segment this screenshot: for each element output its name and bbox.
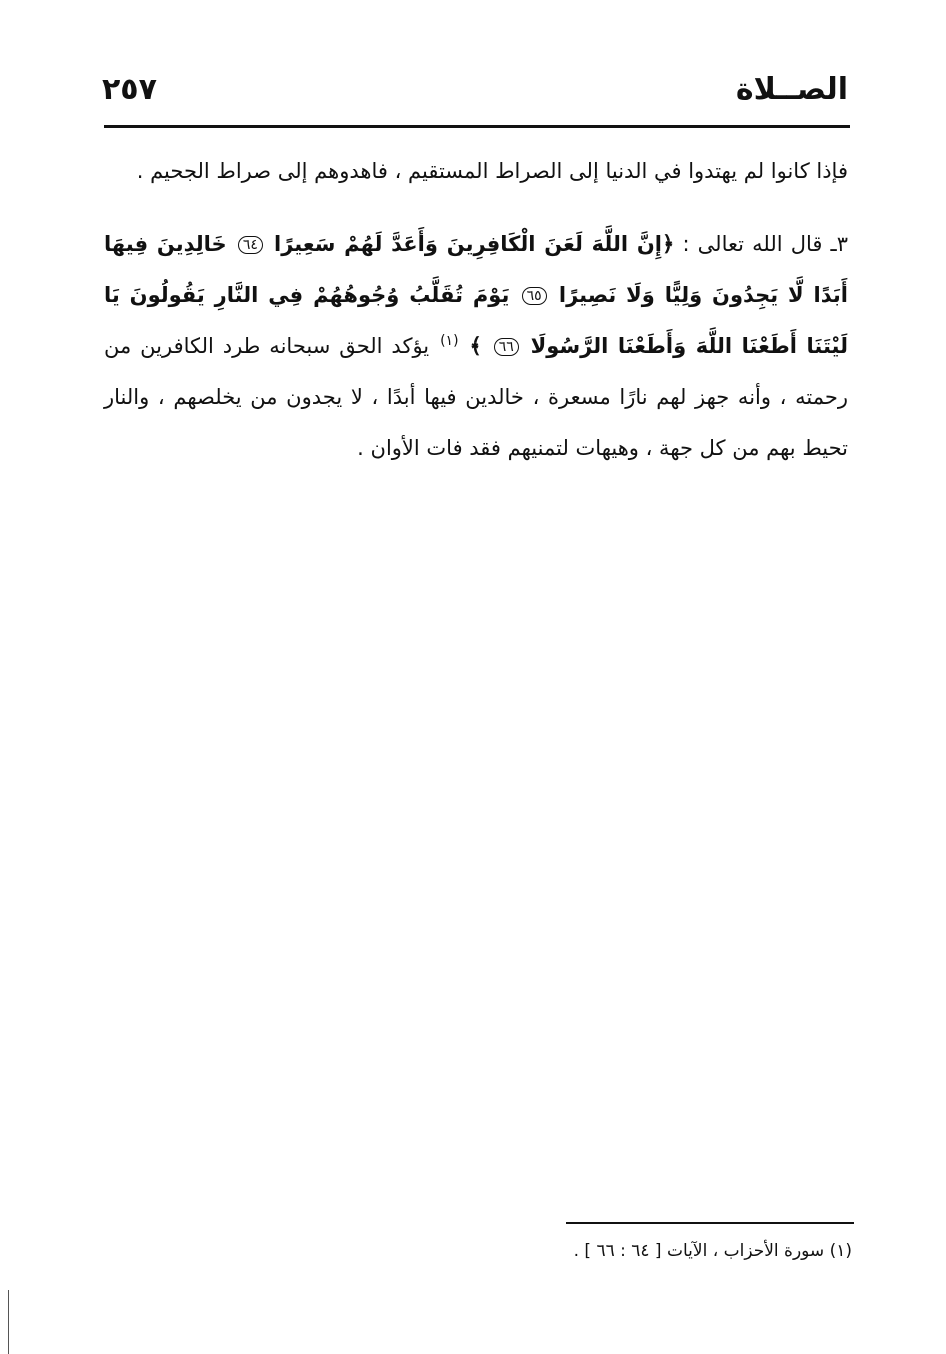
main-text [104, 146, 848, 474]
paragraph-2 [104, 219, 848, 474]
quran-verse-part-2: خَالِدِينَ فِيهَا أَبَدًا لَّا يَجِدُونَ وَلِيًّا وَلَا نَصِيرًا [104, 232, 848, 307]
chapter-title: الصــلاة [735, 72, 848, 107]
page-number: ٢٥٧ [102, 72, 157, 107]
quran-open-bracket: ﴿ [661, 232, 675, 256]
page-edge-line [8, 1290, 9, 1354]
footnote-reference[interactable]: (١) [440, 333, 459, 349]
page-header [96, 62, 848, 122]
quran-verse-part-1: إِنَّ اللَّهَ لَعَنَ الْكَافِرِينَ وَأَعَدَّ لَهُمْ سَعِيرًا [274, 232, 662, 256]
quran-verse-part-3: يَوْمَ تُقَلَّبُ وُجُوهُهُمْ فِي النَّارِ يَقُولُونَ يَا لَيْتَنَا أَطَعْنَا اللَّهَ وَأَطَعْنَا الرَّسُولَا [104, 283, 848, 358]
ayah-number-marker: ٦٦ [494, 338, 519, 356]
quran-close-bracket: ﴾ [469, 334, 482, 358]
footnote: (١) سورة الأحزاب ، الآيات [ ٦٤ : ٦٦ ] . [573, 1241, 852, 1261]
ayah-number-marker: ٦٥ [522, 287, 547, 305]
paragraph-2-intro: ٣ـ قال الله تعالى : [682, 232, 848, 256]
footnote-divider [566, 1222, 854, 1224]
paragraph-1: فإذا كانوا لم يهتدوا في الدنيا إلى الصراط المستقيم ، فاهدوهم إلى صراط الجحيم . [136, 159, 848, 183]
ayah-number-marker: ٦٤ [238, 236, 263, 254]
paragraph-2-commentary: يؤكد الحق سبحانه طرد الكافرين من رحمته ، وأنه جهز لهم نارًا مسعرة ، خالدين فيها أبدًا ، لا يجدون من يخلصهم ، والنار تحيط بهم من كل جهة ، وهيهات لتمنيهم فقد فات الأوان . [104, 334, 848, 460]
header-divider [104, 125, 850, 128]
